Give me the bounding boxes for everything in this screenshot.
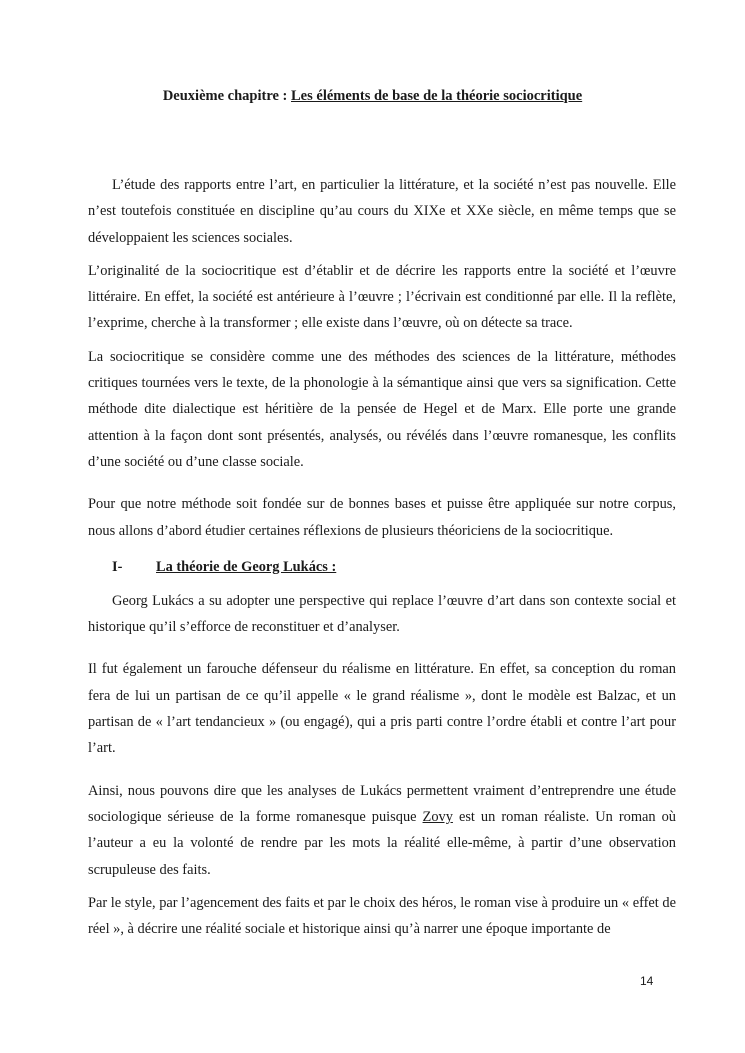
section-number: I-: [112, 558, 123, 575]
chapter-heading-title: Les éléments de base de la théorie sociocritique: [291, 88, 583, 104]
document-body: [88, 172, 676, 942]
novel-title-zovy: Zovy: [422, 808, 453, 825]
paragraph-method: La sociocritique se considère comme une des méthodes des sciences de la littérature, méthodes critiques tournées vers le texte, de la phonologie à la sémantique ainsi que vers sa signification. Cette méthode dite dialectique est héritière de la pensée de Hegel et de Marx. Elle porte une grande attention à la façon dont sont présentés, analysés, ou révélés dans l’œuvre romanesque, les conflits d’une société ou d’une classe sociale.: [88, 348, 676, 470]
section-title: La théorie de Georg Lukács :: [156, 558, 337, 575]
section-heading: [88, 554, 676, 580]
paragraph-zovy-after: est un roman réaliste. Un roman où l’auteur a eu la volonté de rendre par les mots la réalité elle-même, à partir d’une observation scrupuleuse des faits.: [88, 808, 676, 878]
paragraph-originality: L’originalité de la sociocritique est d’établir et de décrire les rapports entre la société et l’œuvre littéraire. En effet, la société est antérieure à l’œuvre ; l’écrivain est conditionné par elle. Il la reflète, l’exprime, cherche à la transformer ; elle existe dans l’œuvre, où on détecte sa trace.: [88, 262, 676, 332]
paragraph-intro: L’étude des rapports entre l’art, en particulier la littérature, et la société n’est pas nouvelle. Elle n’est toutefois constituée en discipline qu’au cours du XIXe et XXe siècle, en même temps que se développaient les sciences sociales.: [88, 177, 676, 246]
paragraph-corpus: Pour que notre méthode soit fondée sur de bonnes bases et puisse être appliquée sur notre corpus, nous allons d’abord étudier certaines réflexions de plusieurs théoriciens de la sociocritique.: [88, 496, 676, 539]
paragraph-lukacs-realism: Il fut également un farouche défenseur du réalisme en littérature. En effet, sa conception du roman fera de lui un partisan de ce qu’il appelle « le grand réalisme », dont le modèle est Balzac, et un partisan de « l’art tendancieux » (ou engagé), qui a pris parti contre l’ordre établi et contre l’art pour l’art.: [88, 661, 676, 757]
chapter-heading: [0, 88, 745, 105]
paragraph-zovy: [88, 778, 676, 883]
paragraph-style: Par le style, par l’agencement des faits et par le choix des héros, le roman vise à produire un « effet de réel », à décrire une réalité sociale et historique ainsi qu’à narrer une époque importante de: [88, 894, 676, 938]
page-number: 14: [640, 974, 654, 988]
paragraph-lukacs-perspective: Georg Lukács a su adopter une perspective qui replace l’œuvre d’art dans son contexte social et historique qu’il s’efforce de reconstituer et d’analyser.: [88, 592, 676, 636]
chapter-heading-prefix: Deuxième chapitre :: [162, 88, 292, 104]
paragraph-zovy-before: Ainsi, nous pouvons dire que les analyses de Lukács permettent vraiment d’entreprendre une étude sociologique sérieuse de la forme romanesque puisque: [88, 782, 676, 825]
